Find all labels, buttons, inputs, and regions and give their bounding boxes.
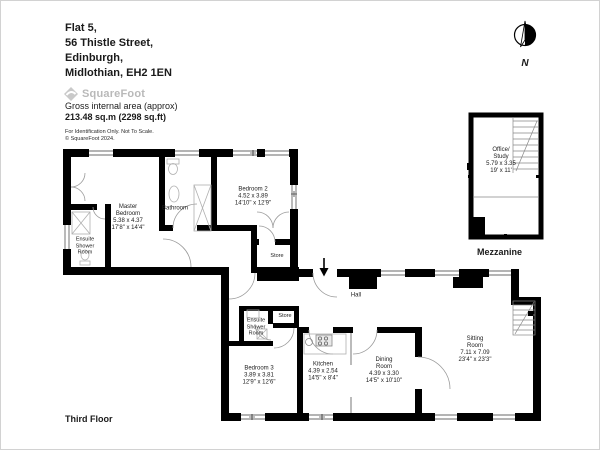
windows — [65, 151, 515, 419]
room-label-line: Study — [493, 154, 509, 160]
room-label-kitchen — [308, 362, 338, 383]
interior-walls — [71, 157, 483, 413]
room-label-bedroom-3 — [243, 366, 276, 387]
address-line: Flat 5, — [65, 22, 97, 34]
room-label-line: Bedroom 2 — [238, 186, 268, 193]
room-label-line: 5.79 x 3.35 — [486, 161, 516, 167]
stairs-icon — [513, 301, 535, 335]
room-label-line: Store — [270, 252, 284, 259]
room-label-line: Room — [466, 343, 483, 349]
address-line: Edinburgh, — [65, 52, 124, 64]
entrance-arrow-icon — [320, 258, 329, 277]
room-label-line: 4.52 x 3.89 — [238, 193, 268, 200]
room-label-line: Bedroom — [115, 211, 141, 217]
room-label-bedroom-2 — [235, 187, 271, 208]
squarefoot-brand-name: SquareFoot — [82, 88, 146, 100]
room-label-line: 17'8" x 14'4" — [111, 225, 145, 231]
floor-label: Third Floor — [65, 414, 113, 424]
fixtures — [72, 159, 346, 354]
room-label-line: 14'5" x 10'10" — [365, 378, 403, 384]
room-label-hall — [351, 293, 361, 300]
room-label-master-bedroom — [112, 204, 145, 232]
room-label-line: 4.39 x 3.30 — [369, 371, 399, 377]
room-label-line: 14'5" x 8'4" — [308, 375, 338, 382]
room-label-store-1 — [270, 253, 283, 260]
room-label-line: 3.89 x 3.81 — [244, 372, 274, 379]
room-label-line: Hall — [350, 292, 362, 299]
room-label-office-study — [486, 147, 516, 175]
room-label-dining-room — [366, 357, 402, 385]
copyright-text: © SquareFoot 2024. — [65, 136, 115, 142]
floor-plan-drawing — [1, 1, 600, 450]
address-line: 56 Thistle Street, — [65, 37, 154, 49]
disclaimer-text: For Identification Only. Not To Scale. — [65, 129, 154, 135]
area-label: Gross internal area (approx) — [65, 101, 178, 111]
room-label-bathroom — [162, 206, 188, 213]
north-label: N — [521, 58, 529, 69]
room-label-line: Dining — [375, 357, 393, 363]
room-label-line: Ensuite — [75, 236, 95, 243]
room-label-line: Bathroom — [161, 205, 189, 212]
room-label-line: 5.38 x 4.37 — [113, 218, 143, 224]
room-label-line: 7.11 x 7.09 — [460, 350, 490, 356]
room-label-line: Shower — [246, 323, 266, 330]
room-label-store-2 — [278, 313, 291, 320]
room-label-line: 23'4" x 23'3" — [458, 357, 492, 363]
room-label-line: Bedroom 3 — [244, 365, 274, 372]
room-label-line: Room — [77, 249, 93, 256]
room-label-line: Kitchen — [312, 361, 334, 368]
room-label-line: Shower — [75, 242, 95, 249]
room-label-line: 19' x 11' — [490, 168, 512, 174]
room-label-line: 12'9" x 12'6" — [242, 379, 276, 386]
room-label-sitting-room — [459, 336, 492, 364]
room-label-line: Store — [278, 312, 292, 319]
room-label-line: Ensuite — [246, 317, 266, 324]
room-label-line: Room — [248, 330, 264, 337]
address-line: Midlothian, EH2 1EN — [65, 67, 172, 79]
room-label-line: Room — [375, 364, 392, 370]
room-label-line: 4.39 x 2.54 — [308, 368, 338, 375]
room-label-ensuite-shower-room-2 — [247, 317, 266, 337]
room-label-ensuite-shower-room-1 — [76, 236, 95, 256]
mezzanine-plan — [467, 113, 541, 239]
room-label-line: Sitting — [466, 336, 484, 342]
area-value: 213.48 sq.m (2298 sq.ft) — [65, 112, 167, 122]
mezzanine-label: Mezzanine — [477, 247, 523, 257]
room-label-line: Master — [118, 204, 138, 210]
room-label-line: 14'10" x 12'9" — [234, 200, 272, 207]
room-label-line: Office/ — [492, 147, 510, 153]
